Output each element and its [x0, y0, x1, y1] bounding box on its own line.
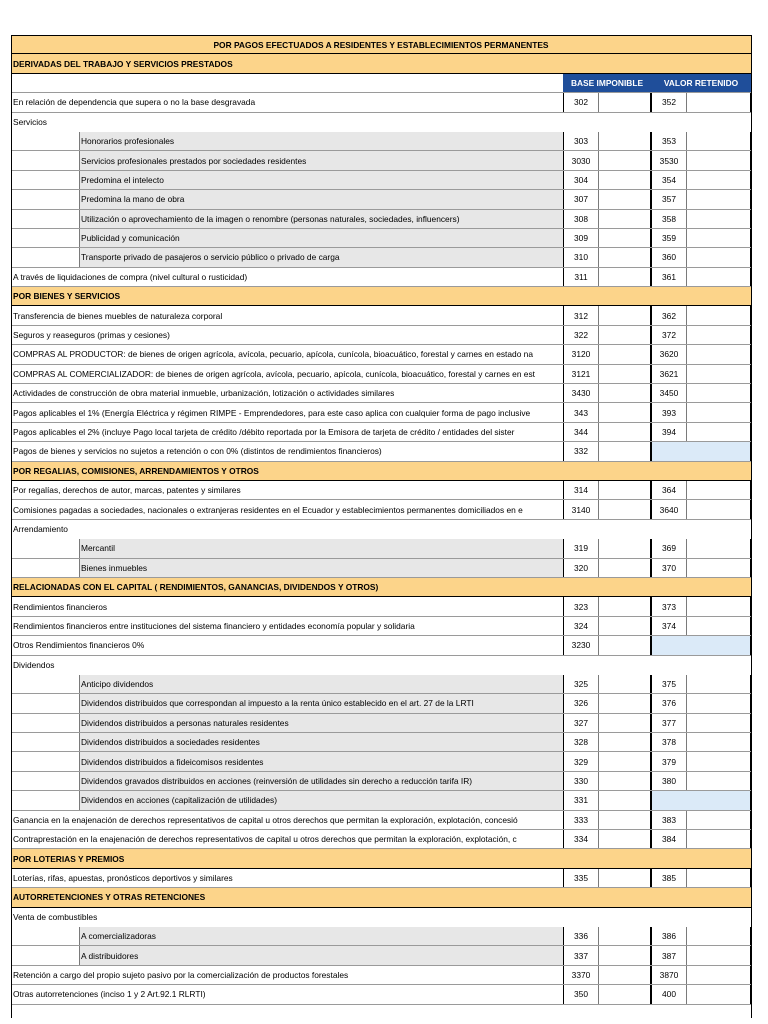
base-code: 3121 [563, 365, 599, 383]
section-title: POR REGALIAS, COMISIONES, ARRENDAMIENTOS Y OTROS [13, 465, 259, 476]
base-value-cell[interactable] [599, 306, 651, 324]
retention-value-cell[interactable] [687, 345, 751, 363]
base-code: 322 [563, 326, 599, 344]
row-label: Contraprestación en la enajenación de derechos representativos de capital u otros derechos que permitan la exploración, explotación, c [13, 834, 517, 845]
retention-code: 360 [651, 248, 687, 266]
section-title: DERIVADAS DEL TRABAJO Y SERVICIOS PRESTADOS [13, 58, 233, 69]
table-row [11, 403, 751, 422]
base-value-cell[interactable] [599, 869, 651, 887]
base-value-cell[interactable] [599, 403, 651, 421]
table-row [11, 151, 751, 170]
retention-value-cell[interactable] [687, 210, 751, 228]
row-label: Otros Rendimientos financieros 0% [13, 640, 145, 651]
base-value-cell[interactable] [599, 946, 651, 964]
disabled-retention-cell [651, 636, 751, 654]
base-code: 327 [563, 714, 599, 732]
retention-value-cell[interactable] [687, 985, 751, 1003]
disabled-retention-cell [651, 791, 751, 809]
row-label: Ganancia en la enajenación de derechos representativos de capital u otros derechos que permitan la exploración, explotación, concesió [13, 814, 518, 825]
category-row [11, 520, 751, 539]
row-label: COMPRAS AL COMERCIALIZADOR: de bienes de origen agrícola, avícola, pecuario, apícola, cunícola, bioacuático, forestal y carnes en est [13, 368, 535, 379]
table-row [11, 365, 751, 384]
retention-code: 3620 [651, 345, 687, 363]
base-code: 311 [563, 268, 599, 286]
row-label: Publicidad y comunicación [81, 233, 180, 244]
table-row [11, 442, 751, 461]
retention-value-cell[interactable] [687, 481, 751, 499]
row-label: Retención a cargo del propio sujeto pasivo por la comercialización de productos forestales [13, 969, 349, 980]
base-value-cell[interactable] [599, 132, 651, 150]
retention-code: 376 [651, 694, 687, 712]
retention-code: 380 [651, 772, 687, 790]
table-row [11, 171, 751, 190]
row-label: Pagos aplicables el 2% (incluye Pago local tarjeta de crédito /débito reportada por la Emisora de tarjeta de crédito / entidades del sister [13, 427, 515, 437]
row-label: Servicios profesionales prestados por sociedades residentes [81, 155, 307, 166]
base-code: 333 [563, 811, 599, 829]
retention-code: 400 [651, 985, 687, 1003]
row-label: A través de liquidaciones de compra (nivel cultural o rusticidad) [13, 271, 248, 282]
base-code: 328 [563, 733, 599, 751]
base-code: 343 [563, 403, 599, 421]
row-label: COMPRAS AL PRODUCTOR: de bienes de origen agrícola, avícola, pecuario, apícola, cunícola, bioacuático, forestal y carnes en estado na [13, 349, 533, 360]
row-label: Servicios [13, 117, 47, 128]
base-code: 350 [563, 985, 599, 1003]
section-header [11, 578, 751, 597]
table-row [11, 752, 751, 771]
retention-code: 375 [651, 675, 687, 693]
retention-code: 354 [651, 171, 687, 189]
base-value-cell[interactable] [599, 675, 651, 693]
base-value-cell[interactable] [599, 985, 651, 1003]
section-header [11, 462, 751, 481]
table-row [11, 539, 751, 558]
section-title: POR BIENES Y SERVICIOS [13, 291, 121, 302]
section-title: RELACIONADAS CON EL CAPITAL ( RENDIMIENTOS, GANANCIAS, DIVIDENDOS Y OTROS) [13, 582, 379, 593]
row-label: Transporte privado de pasajeros o servicio público o privado de carga [81, 252, 340, 263]
row-label: Rendimientos financieros [13, 601, 108, 612]
retention-value-cell[interactable] [687, 151, 751, 169]
disabled-retention-cell [651, 442, 751, 460]
retention-value-cell[interactable] [687, 132, 751, 150]
table-body [11, 54, 751, 1004]
base-code: 302 [563, 93, 599, 111]
row-label: En relación de dependencia que supera o no la base desgravada [13, 97, 256, 108]
table-row [11, 500, 751, 519]
table-row [11, 384, 751, 403]
base-value-cell[interactable] [599, 714, 651, 732]
base-value-cell[interactable] [599, 151, 651, 169]
base-value-cell[interactable] [599, 345, 651, 363]
table-row [11, 345, 751, 364]
retention-code: 364 [651, 481, 687, 499]
table-row [11, 268, 751, 287]
base-value-cell[interactable] [599, 597, 651, 615]
table-row [11, 927, 751, 946]
base-value-cell[interactable] [599, 171, 651, 189]
retention-code: 394 [651, 423, 687, 441]
row-label: Seguros y reaseguros (primas y cesiones) [13, 330, 170, 341]
retention-code: 374 [651, 617, 687, 635]
retention-value-cell[interactable] [687, 365, 751, 383]
retention-code: 3450 [651, 384, 687, 402]
retention-code: 377 [651, 714, 687, 732]
row-label: Anticipo dividendos [81, 679, 154, 690]
retention-value-cell[interactable] [687, 830, 751, 848]
column-header-base: BASE IMPONIBLE [563, 74, 651, 92]
row-label: Utilización o aprovechamiento de la imagen o renombre (personas naturales, sociedades, influencers) [81, 213, 460, 224]
table-row [11, 714, 751, 733]
table-row [11, 306, 751, 325]
base-value-cell[interactable] [599, 791, 651, 809]
row-label: Comisiones pagadas a sociedades, nacionales o extranjeras residentes en el Ecuador y establecimientos permanentes domiciliados en e [13, 504, 523, 515]
row-label: Dividendos distribuidos a sociedades residentes [81, 737, 260, 748]
retention-value-cell[interactable] [687, 306, 751, 324]
table-row [11, 132, 751, 151]
base-value-cell[interactable] [599, 500, 651, 518]
row-label: Pagos aplicables el 1% (Energía Eléctrica y régimen RIMPE - Emprendedores, para este caso aplica con cualquier forma de pago inclusive [13, 407, 531, 418]
retention-code: 372 [651, 326, 687, 344]
base-value-cell[interactable] [599, 423, 651, 441]
table-row [11, 481, 751, 500]
base-code: 331 [563, 791, 599, 809]
row-label: Pagos de bienes y servicios no sujetos a retención o con 0% (distintos de rendimientos financieros) [13, 446, 382, 457]
row-label: Transferencia de bienes muebles de naturaleza corporal [13, 310, 223, 321]
row-label: Predomina la mano de obra [81, 194, 185, 205]
table-row [11, 326, 751, 345]
retention-code: 393 [651, 403, 687, 421]
base-value-cell[interactable] [599, 248, 651, 266]
base-value-cell[interactable] [599, 229, 651, 247]
base-code: 3370 [563, 966, 599, 984]
base-code: 3120 [563, 345, 599, 363]
base-value-cell[interactable] [599, 830, 651, 848]
base-value-cell[interactable] [599, 442, 651, 460]
retention-code: 385 [651, 869, 687, 887]
base-value-cell[interactable] [599, 927, 651, 945]
table-row [11, 93, 751, 112]
retention-table [11, 35, 751, 1005]
retention-code: 379 [651, 752, 687, 770]
base-code: 3230 [563, 636, 599, 654]
base-code: 309 [563, 229, 599, 247]
base-value-cell[interactable] [599, 365, 651, 383]
retention-code: 359 [651, 229, 687, 247]
table-row [11, 597, 751, 616]
base-value-cell[interactable] [599, 733, 651, 751]
retention-code: 386 [651, 927, 687, 945]
base-code: 307 [563, 190, 599, 208]
table-row [11, 636, 751, 655]
category-row [11, 113, 751, 132]
retention-value-cell[interactable] [687, 597, 751, 615]
table-row [11, 985, 751, 1004]
row-label: Actividades de construcción de obra material inmueble, urbanización, lotización o actividades similares [13, 388, 395, 399]
table-row [11, 229, 751, 248]
table-row [11, 946, 751, 965]
row-label: Honorarios profesionales [81, 136, 175, 147]
row-label: Rendimientos financieros entre instituciones del sistema financiero y entidades economía popular y solidaria [13, 620, 415, 631]
retention-code: 358 [651, 210, 687, 228]
base-value-cell[interactable] [599, 617, 651, 635]
base-code: 3030 [563, 151, 599, 169]
base-value-cell[interactable] [599, 210, 651, 228]
row-label: A distribuidores [81, 950, 139, 961]
table-row [11, 248, 751, 267]
retention-code: 3870 [651, 966, 687, 984]
section-header [11, 54, 751, 73]
retention-value-cell[interactable] [687, 772, 751, 790]
retention-code: 353 [651, 132, 687, 150]
retention-value-cell[interactable] [687, 326, 751, 344]
base-code: 319 [563, 539, 599, 557]
table-row [11, 966, 751, 985]
base-value-cell[interactable] [599, 268, 651, 286]
base-code: 337 [563, 946, 599, 964]
retention-code: 369 [651, 539, 687, 557]
table-row [11, 791, 751, 810]
retention-code: 362 [651, 306, 687, 324]
retention-code: 370 [651, 559, 687, 577]
table-row [11, 675, 751, 694]
category-row [11, 908, 751, 927]
retention-value-cell[interactable] [687, 966, 751, 984]
retention-code: 383 [651, 811, 687, 829]
retention-value-cell[interactable] [687, 423, 751, 441]
retention-value-cell[interactable] [687, 539, 751, 557]
row-label: Dividendos gravados distribuidos en acciones (reinversión de utilidades sin derecho a reducción tarifa IR) [81, 776, 473, 787]
base-value-cell[interactable] [599, 384, 651, 402]
retention-value-cell[interactable] [687, 617, 751, 635]
table-row [11, 811, 751, 830]
base-value-cell[interactable] [599, 93, 651, 111]
row-label: Bienes inmuebles [81, 562, 148, 573]
base-value-cell[interactable] [599, 811, 651, 829]
table-row [11, 617, 751, 636]
table-row [11, 694, 751, 713]
row-label: Mercantil [81, 543, 115, 554]
section-title: AUTORRETENCIONES Y OTRAS RETENCIONES [13, 892, 206, 903]
retention-code: 378 [651, 733, 687, 751]
section-header [11, 849, 751, 868]
row-label: Por regalías, derechos de autor, marcas, patentes y similares [13, 485, 241, 496]
retention-value-cell[interactable] [687, 752, 751, 770]
retention-code: 373 [651, 597, 687, 615]
retention-value-cell[interactable] [687, 811, 751, 829]
base-code: 334 [563, 830, 599, 848]
base-code: 330 [563, 772, 599, 790]
column-header-retenido: VALOR RETENIDO [651, 74, 751, 92]
base-code: 314 [563, 481, 599, 499]
retention-value-cell[interactable] [687, 946, 751, 964]
base-code: 308 [563, 210, 599, 228]
retention-code: 3530 [651, 151, 687, 169]
row-label: Venta de combustibles [13, 912, 98, 923]
banner-title: POR PAGOS EFECTUADOS A RESIDENTES Y ESTABLECIMIENTOS PERMANENTES [213, 39, 549, 50]
retention-value-cell[interactable] [687, 733, 751, 751]
base-code: 320 [563, 559, 599, 577]
base-value-cell[interactable] [599, 190, 651, 208]
row-label: Dividendos [13, 660, 55, 671]
retention-code: 387 [651, 946, 687, 964]
base-code: 310 [563, 248, 599, 266]
base-code: 335 [563, 869, 599, 887]
base-code: 323 [563, 597, 599, 615]
retention-code: 357 [651, 190, 687, 208]
row-label: Dividendos en acciones (capitalización de utilidades) [81, 795, 277, 806]
base-code: 329 [563, 752, 599, 770]
retention-value-cell[interactable] [687, 171, 751, 189]
retention-value-cell[interactable] [687, 694, 751, 712]
row-label: Arrendamiento [13, 524, 68, 535]
section-header [11, 287, 751, 306]
retention-value-cell[interactable] [687, 869, 751, 887]
category-row [11, 656, 751, 675]
base-code: 332 [563, 442, 599, 460]
retention-value-cell[interactable] [687, 559, 751, 577]
row-label: Otras autorretenciones (inciso 1 y 2 Art.92.1 RLRTI) [13, 989, 206, 1000]
retention-value-cell[interactable] [687, 248, 751, 266]
retention-value-cell[interactable] [687, 714, 751, 732]
base-value-cell[interactable] [599, 636, 651, 654]
row-label: A comercializadoras [81, 931, 156, 942]
base-code: 326 [563, 694, 599, 712]
retention-value-cell[interactable] [687, 675, 751, 693]
base-value-cell[interactable] [599, 559, 651, 577]
base-value-cell[interactable] [599, 752, 651, 770]
retention-value-cell[interactable] [687, 403, 751, 421]
base-value-cell[interactable] [599, 326, 651, 344]
section-title: POR LOTERIAS Y PREMIOS [13, 853, 125, 864]
retention-value-cell[interactable] [687, 268, 751, 286]
base-code: 324 [563, 617, 599, 635]
retention-value-cell[interactable] [687, 384, 751, 402]
retention-code: 361 [651, 268, 687, 286]
table-row [11, 733, 751, 752]
base-value-cell[interactable] [599, 694, 651, 712]
retention-code: 352 [651, 93, 687, 111]
row-label: Dividendos distribuidos a fideicomisos residentes [81, 756, 264, 767]
row-label: Loterías, rifas, apuestas, pronósticos deportivos y similares [13, 872, 233, 883]
table-row [11, 190, 751, 209]
row-label: Predomina el intelecto [81, 174, 164, 185]
base-value-cell[interactable] [599, 539, 651, 557]
table-row [11, 830, 751, 849]
base-code: 304 [563, 171, 599, 189]
base-code: 3140 [563, 500, 599, 518]
base-value-cell[interactable] [599, 481, 651, 499]
table-row [11, 869, 751, 888]
base-code: 303 [563, 132, 599, 150]
retention-value-cell[interactable] [687, 93, 751, 111]
base-value-cell[interactable] [599, 966, 651, 984]
retention-code: 3621 [651, 365, 687, 383]
table-row [11, 772, 751, 791]
column-header-row [11, 74, 751, 93]
retention-value-cell[interactable] [687, 229, 751, 247]
base-code: 344 [563, 423, 599, 441]
base-code: 336 [563, 927, 599, 945]
table-row [11, 210, 751, 229]
base-code: 3430 [563, 384, 599, 402]
retention-value-cell[interactable] [687, 927, 751, 945]
table-banner [11, 35, 751, 54]
retention-code: 384 [651, 830, 687, 848]
table-row [11, 559, 751, 578]
row-label: Dividendos distribuidos a personas naturales residentes [81, 717, 289, 728]
row-label: Dividendos distribuidos que correspondan al impuesto a la renta único establecido en el art. 27 de la LRTI [81, 698, 474, 709]
section-header [11, 888, 751, 907]
table-right-border [751, 35, 752, 1018]
base-code: 312 [563, 306, 599, 324]
table-row [11, 423, 751, 442]
retention-code: 3640 [651, 500, 687, 518]
table-left-border [11, 35, 12, 1018]
base-code: 325 [563, 675, 599, 693]
retention-value-cell[interactable] [687, 190, 751, 208]
base-value-cell[interactable] [599, 772, 651, 790]
retention-value-cell[interactable] [687, 500, 751, 518]
